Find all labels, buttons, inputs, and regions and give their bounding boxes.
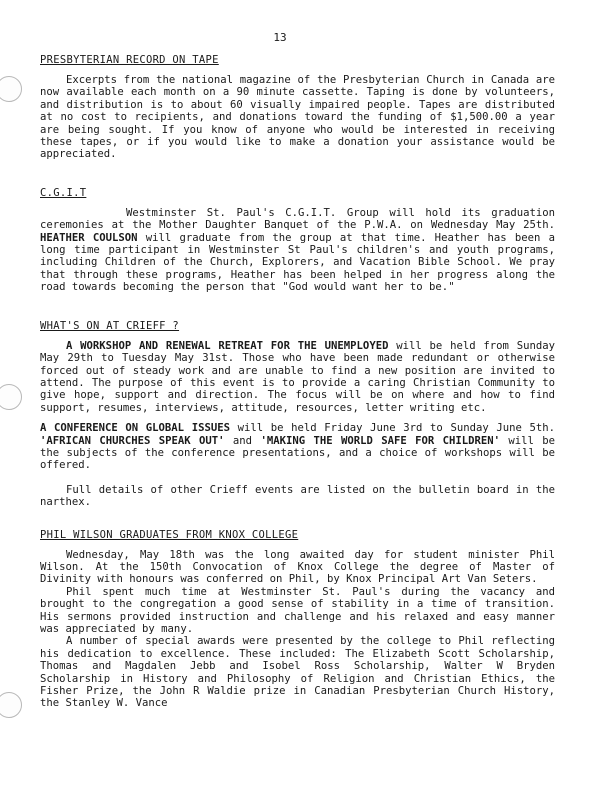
section-heading: PRESBYTERIAN RECORD ON TAPE	[40, 54, 219, 66]
bold-title: 'AFRICAN CHURCHES SPEAK OUT'	[40, 434, 225, 447]
section-heading: WHAT'S ON AT CRIEFF ?	[40, 319, 180, 332]
text-run: will be the subjects of the conference presentations, and a choice of workshops will be offered.	[40, 434, 556, 472]
paragraph: Full details of other Crieff events are listed on the bulletin board in the narthex.	[40, 483, 555, 509]
section-cgit	[40, 187, 555, 294]
section-presbyterian-record	[40, 54, 555, 161]
section-heading: C.G.I.T	[40, 186, 87, 199]
bold-title: A CONFERENCE ON GLOBAL ISSUES	[40, 422, 230, 435]
paragraph: Excerpts from the national magazine of the Presbyterian Church in Canada are now available each month on a 90 minute cassette. Taping is done by volunteers, and distribution is to about 60 visually impaired people. Tapes are distributed at no cost to recipients, and donations toward the funding of $1,500.00 a year are being sought. If you know of anyone who would be interested in receiving these tapes, or if you would like to make a donation your assistance would be appreciated.	[40, 74, 555, 161]
bold-title: 'MAKING THE WORLD SAFE FOR CHILDREN'	[260, 434, 500, 447]
paragraph: Phil spent much time at Westminster St. Paul's during the vacancy and brought to the congregation a good sense of stability in a time of transition. His sermons provided instruction and challenge and his relaxed and easy manner was appreciated by many.	[40, 585, 555, 635]
page-number: 13	[273, 31, 287, 44]
section-crieff	[40, 320, 555, 509]
bold-title: A WORKSHOP AND RENEWAL RETREAT FOR THE UNEMPLOYED	[66, 339, 389, 352]
paragraph: Wednesday, May 18th was the long awaited day for student minister Phil Wilson. At the 150th Convocation of Knox College the degree of Master of Divinity with honours was conferred on Phil, by Knox Principal Art Van Seters.	[40, 548, 555, 586]
text-run: will be held from Sunday May 29th to Tuesday May 31st. Those who have been made redundant or otherwise forced out of steady work and are unable to find a new position are invited to attend. The purpose of this event is to provide a caring Christian Community to give hope, support and direction. The focus will be on where and how to find support, resumes, interviews, attitude, resources, letter writing etc.	[40, 339, 555, 414]
punch-hole	[0, 76, 22, 102]
text-run: and	[224, 434, 261, 447]
section-phil-wilson	[40, 529, 555, 710]
section-heading: PHIL WILSON GRADUATES FROM KNOX COLLEGE	[40, 528, 299, 541]
paragraph	[40, 422, 555, 472]
paragraph	[40, 207, 555, 294]
text-run: will be held Friday June 3rd to Sunday June 5th.	[229, 422, 555, 435]
punch-hole	[0, 384, 22, 410]
paragraph	[40, 340, 555, 414]
punch-hole	[0, 692, 22, 718]
text-run: will graduate from the group at that time. Heather has been a long time participant in Westminster St Paul's children's and youth programs, including Children of the Church, Explorers, and Vacation Bible School. We pray that through these programs, Heather has been helped in her progress along the road towards becoming the person that "God would want her to be."	[40, 231, 556, 294]
bold-name: HEATHER COULSON	[40, 231, 138, 244]
text-run: Westminster St. Paul's C.G.I.T. Group will hold its graduation ceremonies at the Mother Daughter Banquet of the P.W.A. on Wednesday May 25th.	[40, 206, 555, 232]
paragraph: A number of special awards were presented by the college to Phil reflecting his dedication to excellence. These included: The Elizabeth Scott Scholarship, Thomas and Magdalen Jebb and Isobel Ross Scholarship, Walter W Bryden Scholarship in History and Philosophy of Religion and Christian Ethics, the Fisher Prize, the John R Waldie prize in Canadian Presbyterian Church History, the Stanley W. Vance	[40, 635, 555, 710]
document-body	[40, 54, 555, 710]
